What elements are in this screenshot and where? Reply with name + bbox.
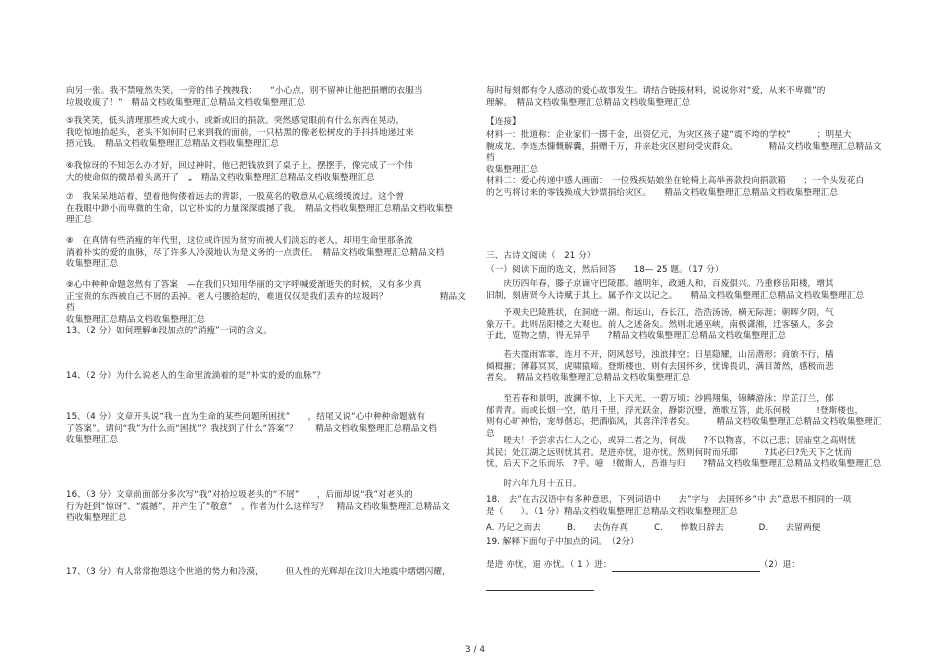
q19-mid: （2）退： (759, 560, 800, 570)
text-line: 了答案”。请问“我”为什么而“困扰”？我找到了什么“答案”？ 精品文档收集整理汇总精品文档 (66, 423, 437, 434)
text-line: 予观夫巴陵胜状，在洞庭一湖。衔远山，吞长江，浩浩汤汤，横无际涯；朝晖夕阴，气 (486, 308, 834, 318)
text-line: 三、古诗文阅读（ 21 分） (486, 251, 596, 261)
paragraph-block (66, 86, 468, 109)
text-line: 收集整理汇总精品文档收集整理汇总 (66, 314, 206, 325)
paragraph-block (66, 280, 468, 326)
text-line: 档收集整理汇总 (66, 513, 127, 523)
text-line: ⑤我笑笑，低头清理那些或大或小、或新或旧的捐款。突然感觉眼前有什么东西在晃动， (66, 116, 405, 126)
paragraph-block (486, 176, 886, 199)
paragraph-block (66, 490, 468, 525)
paragraph-block (486, 251, 886, 263)
paragraph-block (486, 479, 886, 491)
text-line: 行为赶到“惊讶”、“震撼”，并产生了“敬意” 。作者为什么这样写？ 精品文档收集整理汇总精品文 (66, 501, 450, 512)
text-line: 嗟夫！予尝求古仁人之心，或异二者之为，何哉 ?不以物喜，不以己悲；居庙堂之高则忧 (486, 436, 856, 446)
text-line: 腕成龙、李连杰慷慨解囊，捐赠千万，并亲赴灾区慰问受灾群众。 精品文档收集整理汇总精品文档 (486, 141, 882, 163)
text-line: ⑥我惊讶的不知怎么办才好，回过神时，他已把钱放到了桌子上，摆摆手，像完成了一个伟 (66, 161, 413, 171)
text-line: （一）阅读下面的选文，然后回答 18— 25 题。（17 分） (486, 265, 724, 275)
text-line: 收集整理汇总 (486, 164, 539, 175)
text-line: 在我眼中渺小而卑微的生命，以它朴实的力量深深震撼了我。 精品文档收集整理汇总精品文档收集整 (66, 203, 453, 214)
text-line: 收集整理汇总 (66, 259, 119, 269)
paragraph-block (486, 394, 886, 440)
text-line: 理汇总 (66, 215, 93, 225)
q19-blank-1[interactable] (612, 562, 760, 572)
paragraph-block (486, 86, 886, 109)
text-line: 的乞丐将讨来的零钱换成大钞票捐给灾区。 精品文档收集整理汇总精品文档收集整理汇总 (486, 187, 839, 198)
text-line: 材料二：爱心传递中感人画面： 一位残疾姑娘坐在轮椅上高举善款投向捐款箱 ；一个头发花白 (486, 176, 865, 186)
text-line: 旧制，刻唐贤今人诗赋于其上。属予作文以记之。 精品文档收集整理汇总精品文档收集整理汇总 (486, 290, 865, 301)
paragraph-block (66, 371, 468, 383)
text-line: 者矣。 精品文档收集整理汇总精品文档收集整理汇总 (486, 373, 691, 383)
text-line: 向另一张。我不禁哑然失笑，一旁的伟子拽拽我： “小心点，别不留神让他把捐赠的衣服当 (66, 86, 423, 96)
paragraph-block (486, 537, 886, 549)
paragraph-block (66, 116, 468, 151)
paragraph-block (66, 326, 468, 338)
text-line: 13、（2 分）如何理解⑧段加点的“消瘦”一词的含义。 (66, 326, 273, 336)
paragraph-block (486, 265, 886, 277)
text-line: 淌着朴实的爱的血脉，尽了许多人冷漠地认为是义务的一点责任。 精品文档收集整理汇总精品文档 (66, 247, 445, 258)
paragraph-block (66, 236, 468, 271)
page-number: 3 / 4 (464, 645, 486, 655)
text-line: 时六年九月十五日。 (486, 479, 582, 489)
q19-prefix: 是进 亦忧，退 亦忧。（ 1 ）进： (486, 560, 612, 570)
text-line: 庆历四年春，滕子京谪守巴陵郡。越明年，政通人和，百废俱兴。乃重修岳阳楼，增其 (486, 279, 834, 289)
paragraph-block (486, 350, 886, 385)
text-line: 垃圾收废了！” 精品文档收集整理汇总精品文档收集整理汇总 (66, 97, 306, 108)
paragraph-block (66, 567, 468, 579)
text-line: 我吃惊地抬起头，老头不知何时已来到我的面前，一只枯黑的像老松树皮的手抖抖地递过来 (66, 127, 414, 138)
text-line: 收集整理汇总 (66, 435, 119, 445)
text-line: 18. 去”在古汉语中有多种意思，下列词语中 去”字与 去国怀乡”中 去”意思不相同的一项 (486, 495, 852, 505)
text-line: 【连接】 (486, 117, 521, 127)
text-line: ⑧ 在真情有些消瘦的年代里，这位或许因为贫穷而被人们淡忘的老人，却用生命里那条流 (66, 236, 413, 246)
q19-blank-2[interactable] (486, 581, 594, 591)
text-line: 忧，后天下之乐而乐 ?乎。噫 !微斯人，吾谁与归 ?精品文档收集整理汇总精品文档收集整理汇总 (486, 459, 882, 469)
paragraph-block (66, 161, 468, 184)
text-line: 16、（3 分）文章前面部分多次写“我”对拾垃圾老头的“不屑” ，后面却说“我”对老头的 (66, 490, 413, 500)
paragraph-block (486, 523, 886, 535)
paragraph-block (66, 192, 468, 227)
paragraph-block (486, 308, 886, 343)
text-line: 象万千。此则岳阳楼之大观也。前人之述备矣。然则北通巫峡，南极潇湘，迁客骚人，多会 (486, 319, 834, 330)
text-line: 郁青青。而或长烟一空，皓月千里，浮光跃金，静影沉璧，渔歌互答，此乐何极 !登斯楼也， (486, 405, 864, 416)
paragraph-block (486, 436, 886, 471)
text-line: 19. 解释下面句子中加点的词。 （2分） (486, 537, 639, 547)
text-line: 每时每刻都有令人感动的爱心故事发生。请结合链接材料，说说你对“爱，从来不卑微”的 (486, 86, 826, 96)
text-line: 则有心旷神怡，宠辱偕忘，把酒临风，其喜洋洋者矣。 精品文档收集整理汇总精品文档收集整理汇总 (486, 417, 882, 439)
question-19-answer-line (486, 552, 886, 591)
text-line: 至若春和景明，波澜不惊，上下天光，一碧万顷；沙鸥翔集，锦鳞游泳；岸芷汀兰，郁 (486, 394, 834, 404)
text-line: 捂元钱。 精品文档收集整理汇总精品文档收集整理汇总 (66, 139, 280, 149)
text-line: 其民；处江湖之远则忧其君。是进亦忧，退亦忧。然则何时而乐耶 ?其必曰?先天下之忧而 (486, 447, 852, 458)
text-line: 大的使命似的微昂着头离开了 „ 精品文档收集整理汇总精品文档收集整理汇总 (66, 172, 375, 183)
text-line: 若夫霪雨霏霏，连月不开，阴风怒号，浊浪排空；日星隐耀，山岳潜形；商旅不行，樯 (486, 350, 834, 360)
text-line: 是（ ）。（1 分）精品文档收集整理汇总精品文档收集整理汇总 (486, 506, 738, 517)
text-line: 材料一：批道称：企业家们一掷千金，出资亿元，为灾区孩子建“震不垮的学校” ；明星大 (486, 130, 852, 140)
text-line: 倾楫摧；薄暮冥冥，虎啸猿啼。登斯楼也，则有去国怀乡，忧谗畏讥，满目萧然，感极而悲 (486, 361, 834, 372)
paragraph-block (66, 412, 468, 447)
text-line: 14、（2 分）为什么说老人的生命里流淌着的是“朴实的爱的血脉”？ (66, 371, 326, 381)
paragraph-block (486, 130, 886, 176)
text-line: 于此，览物之情，得无异乎 ?精品文档收集整理汇总精品文档收集整理汇总 (486, 331, 787, 341)
text-line: 17、（3 分）有人常常抱怨这个世道的势力和冷漠， 但人性的光辉却在汶川大地震中熠熠闪耀， (66, 567, 451, 577)
text-line: ⑦ 我呆呆地站着，望着他佝偻着远去的背影，一股莫名的敬意从心底缓缓流过。这个曾 (66, 192, 405, 202)
paragraph-block (486, 279, 886, 302)
paragraph-block (486, 495, 886, 518)
text-line: 15、（4 分）文章开头说“我一直为生命的某些问题所困扰” ，结尾又说“心中种种命题就有 (66, 412, 426, 422)
text-line: ⑨心中种种命题忽然有了答案 —在我们只知用华丽的文字呼喊爱渐逝失的时候，又有多少真 (66, 280, 422, 290)
paragraph-block (486, 117, 886, 129)
text-line: 正宝贵的东西被自己不屑的丢掉。老人弓腰拾起的，难道仅仅是我们丢弃的垃圾吗？ 精品文档 (66, 291, 466, 313)
text-line: 理解。 精品文档收集整理汇总精品文档收集整理汇总 (486, 97, 691, 108)
text-line: A. 乃记之而去 B. 去伪存真 C. 悴数日辞去 D. 去留两便 (486, 523, 821, 533)
